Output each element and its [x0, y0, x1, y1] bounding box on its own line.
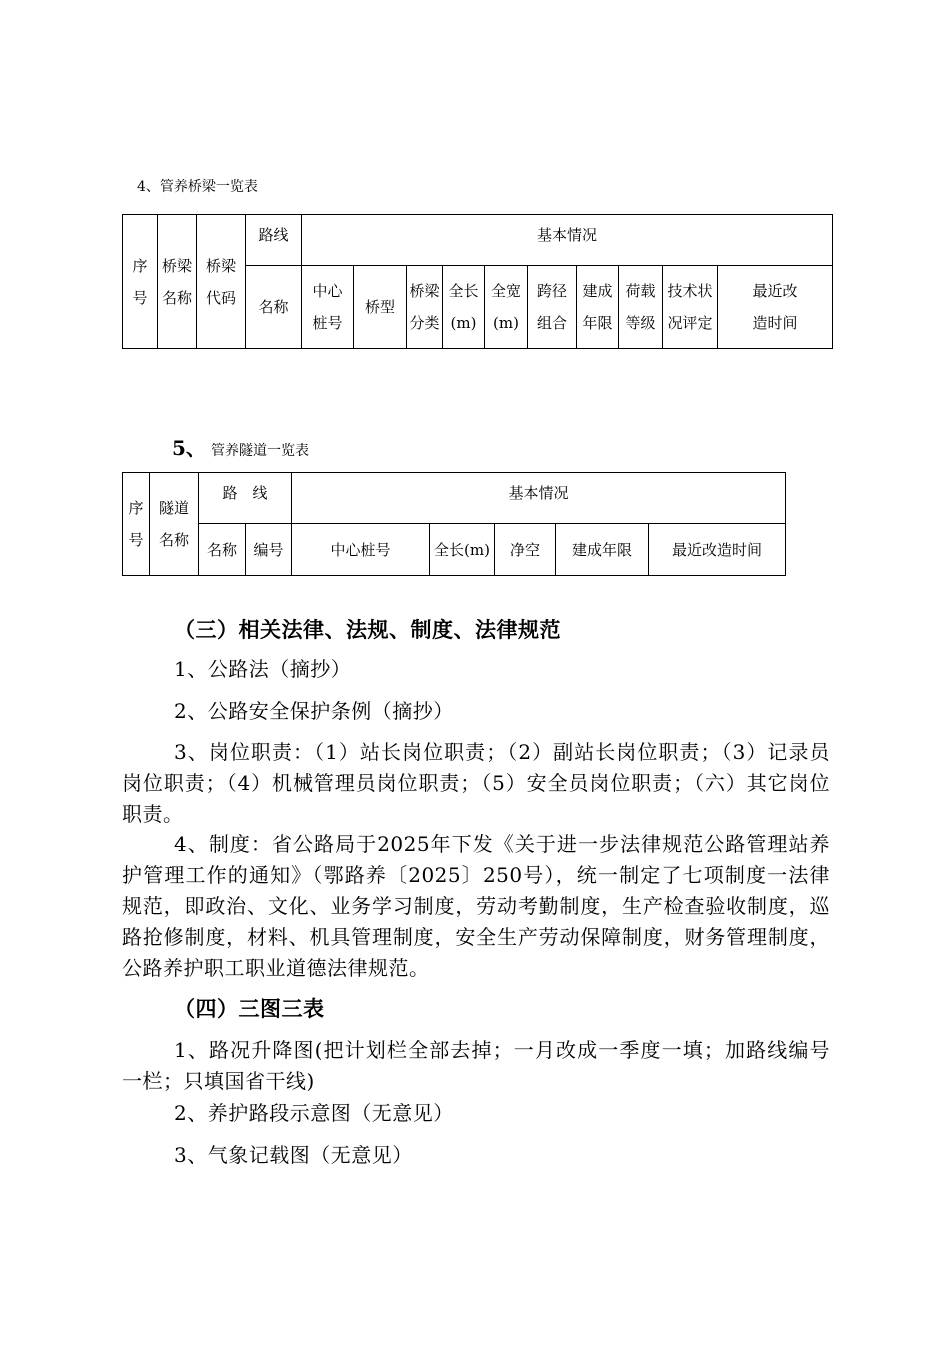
bridge-col-length: 全长(m) — [443, 266, 485, 349]
section3-heading: （三）相关法律、法规、制度、法律规范 — [174, 617, 561, 642]
section4-item1: 1、路况升降图(把计划栏全部去掉；一月改成一季度一填；加路线编号一栏；只填国省干线) — [122, 1038, 830, 1093]
section3-item2: 2、公路安全保护条例（摘抄） — [174, 699, 454, 723]
tunnel-col-length: 全长(m) — [430, 524, 495, 576]
bridge-col-center-pile: 中心桩号 — [302, 266, 354, 349]
tunnel-col-clearance: 净空 — [495, 524, 556, 576]
bridge-col-type: 桥型 — [354, 266, 407, 349]
section4-item2: 2、养护路段示意图（无意见） — [174, 1101, 454, 1125]
section3-item4: 4、制度：省公路局于2025年下发《关于进一步法律规范公路管理站养护管理工作的通知》（鄂路养〔2025〕250号），统一制定了七项制度一法律规范，即政治、文化、业务学习制度，劳动考勤制度，生产检查验收制度，巡路抢修制度，材料、机具管理制度，安全生产劳动保障制度，财务管理制度，公路养护职工职业道德法律规范。 — [122, 832, 830, 980]
bridge-col-width: 全宽(m) — [485, 266, 528, 349]
tunnel-caption-number: 5、 — [172, 436, 206, 460]
tunnel-table-caption — [172, 432, 309, 461]
section4-item3: 3、气象记载图（无意见） — [174, 1143, 413, 1167]
bridge-col-seq: 序号 — [123, 215, 158, 349]
tunnel-col-route: 路 线 — [199, 473, 292, 524]
bridge-col-route: 路线 — [246, 215, 302, 266]
tunnel-caption-text: 管养隧道一览表 — [211, 443, 310, 459]
tunnel-table — [122, 472, 786, 576]
bridge-table-caption: 4、管养桥梁一览表 — [137, 179, 258, 195]
bridge-col-recent: 最近改造时间 — [718, 266, 833, 349]
section3-item3: 3、岗位职责：（1）站长岗位职责；（2）副站长岗位职责；（3）记录员岗位职责；（4）机械管理员岗位职责；（5）安全员岗位职责；（六）其它岗位职责。 — [122, 740, 830, 826]
bridge-col-basic: 基本情况 — [302, 215, 833, 266]
tunnel-col-basic: 基本情况 — [292, 473, 786, 524]
tunnel-col-name: 隧道名称 — [150, 473, 199, 576]
bridge-col-code: 桥梁代码 — [197, 215, 246, 349]
tunnel-col-recent: 最近改造时间 — [649, 524, 786, 576]
tunnel-col-route-name: 名称 — [199, 524, 246, 576]
tunnel-col-year: 建成年限 — [556, 524, 649, 576]
section3-item1: 1、公路法（摘抄） — [174, 657, 352, 681]
bridge-col-name: 桥梁名称 — [158, 215, 197, 349]
bridge-col-tech: 技术状况评定 — [663, 266, 718, 349]
section4-heading: （四）三图三表 — [174, 996, 325, 1021]
tunnel-col-route-no: 编号 — [246, 524, 292, 576]
bridge-col-load: 荷载等级 — [619, 266, 663, 349]
tunnel-col-seq: 序号 — [123, 473, 150, 576]
bridge-col-class: 桥梁分类 — [407, 266, 443, 349]
bridge-table — [122, 214, 833, 349]
tunnel-col-center-pile: 中心桩号 — [292, 524, 430, 576]
bridge-col-year: 建成年限 — [577, 266, 619, 349]
bridge-col-route-name: 名称 — [246, 266, 302, 349]
bridge-col-span: 跨径组合 — [528, 266, 577, 349]
